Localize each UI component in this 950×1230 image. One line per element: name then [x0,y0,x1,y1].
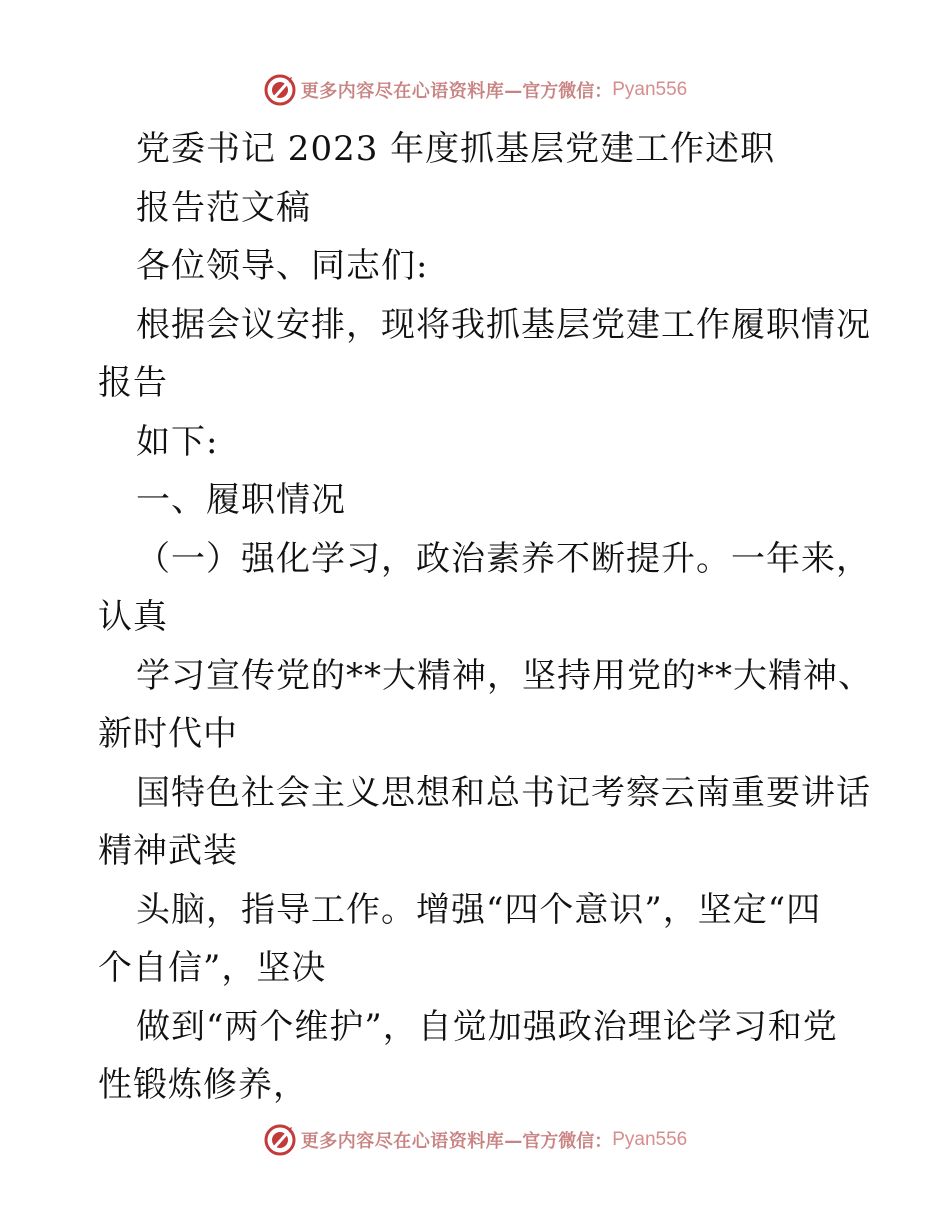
watermark-main-text: 更多内容尽在心语资料库 [300,81,505,102]
doc-line: 根据会议安排，现将我抓基层党建工作履职情况 [136,304,871,345]
watermark-sub-text: —官方微信： [504,81,613,102]
doc-line: 性锻炼修养， [98,1065,308,1105]
doc-line: 国特色社会主义思想和总书记考察云南重要讲话 [136,772,871,813]
doc-line: 一、履职情况 [136,480,346,520]
doc-line: 头脑，指导工作。增强“四个意识”，坚定“四 [136,889,822,930]
doc-line: 如下: [136,421,219,462]
document-body [98,120,873,1115]
pen-logo-icon [263,73,297,107]
doc-line: 新时代中 [98,714,238,754]
footer-watermark [0,1118,950,1162]
watermark-id-text: Pyan556 [612,79,688,100]
watermark-id-text: Pyan556 [612,1129,688,1150]
doc-line: 党委书记 2023 年度抓基层党建工作述职 [136,129,776,169]
doc-line: （一）强化学习，政治素养不断提升。一年来， [136,538,871,579]
doc-line: 学习宣传党的**大精神，坚持用党的**大精神、 [136,655,873,696]
doc-line: 精神武装 [98,831,238,871]
doc-line: 报告 [98,363,168,403]
pen-logo-icon [263,1123,297,1157]
watermark-sub-text: —官方微信： [504,1131,613,1152]
header-watermark [0,68,950,112]
doc-line: 认真 [98,597,168,637]
watermark-main-text: 更多内容尽在心语资料库 [300,1131,505,1152]
doc-line: 做到“两个维护”，自觉加强政治理论学习和党 [136,1006,838,1047]
doc-line: 各位领导、同志们: [136,246,429,286]
doc-line: 个自信”，坚决 [98,948,327,988]
doc-line: 报告范文稿 [136,187,311,228]
